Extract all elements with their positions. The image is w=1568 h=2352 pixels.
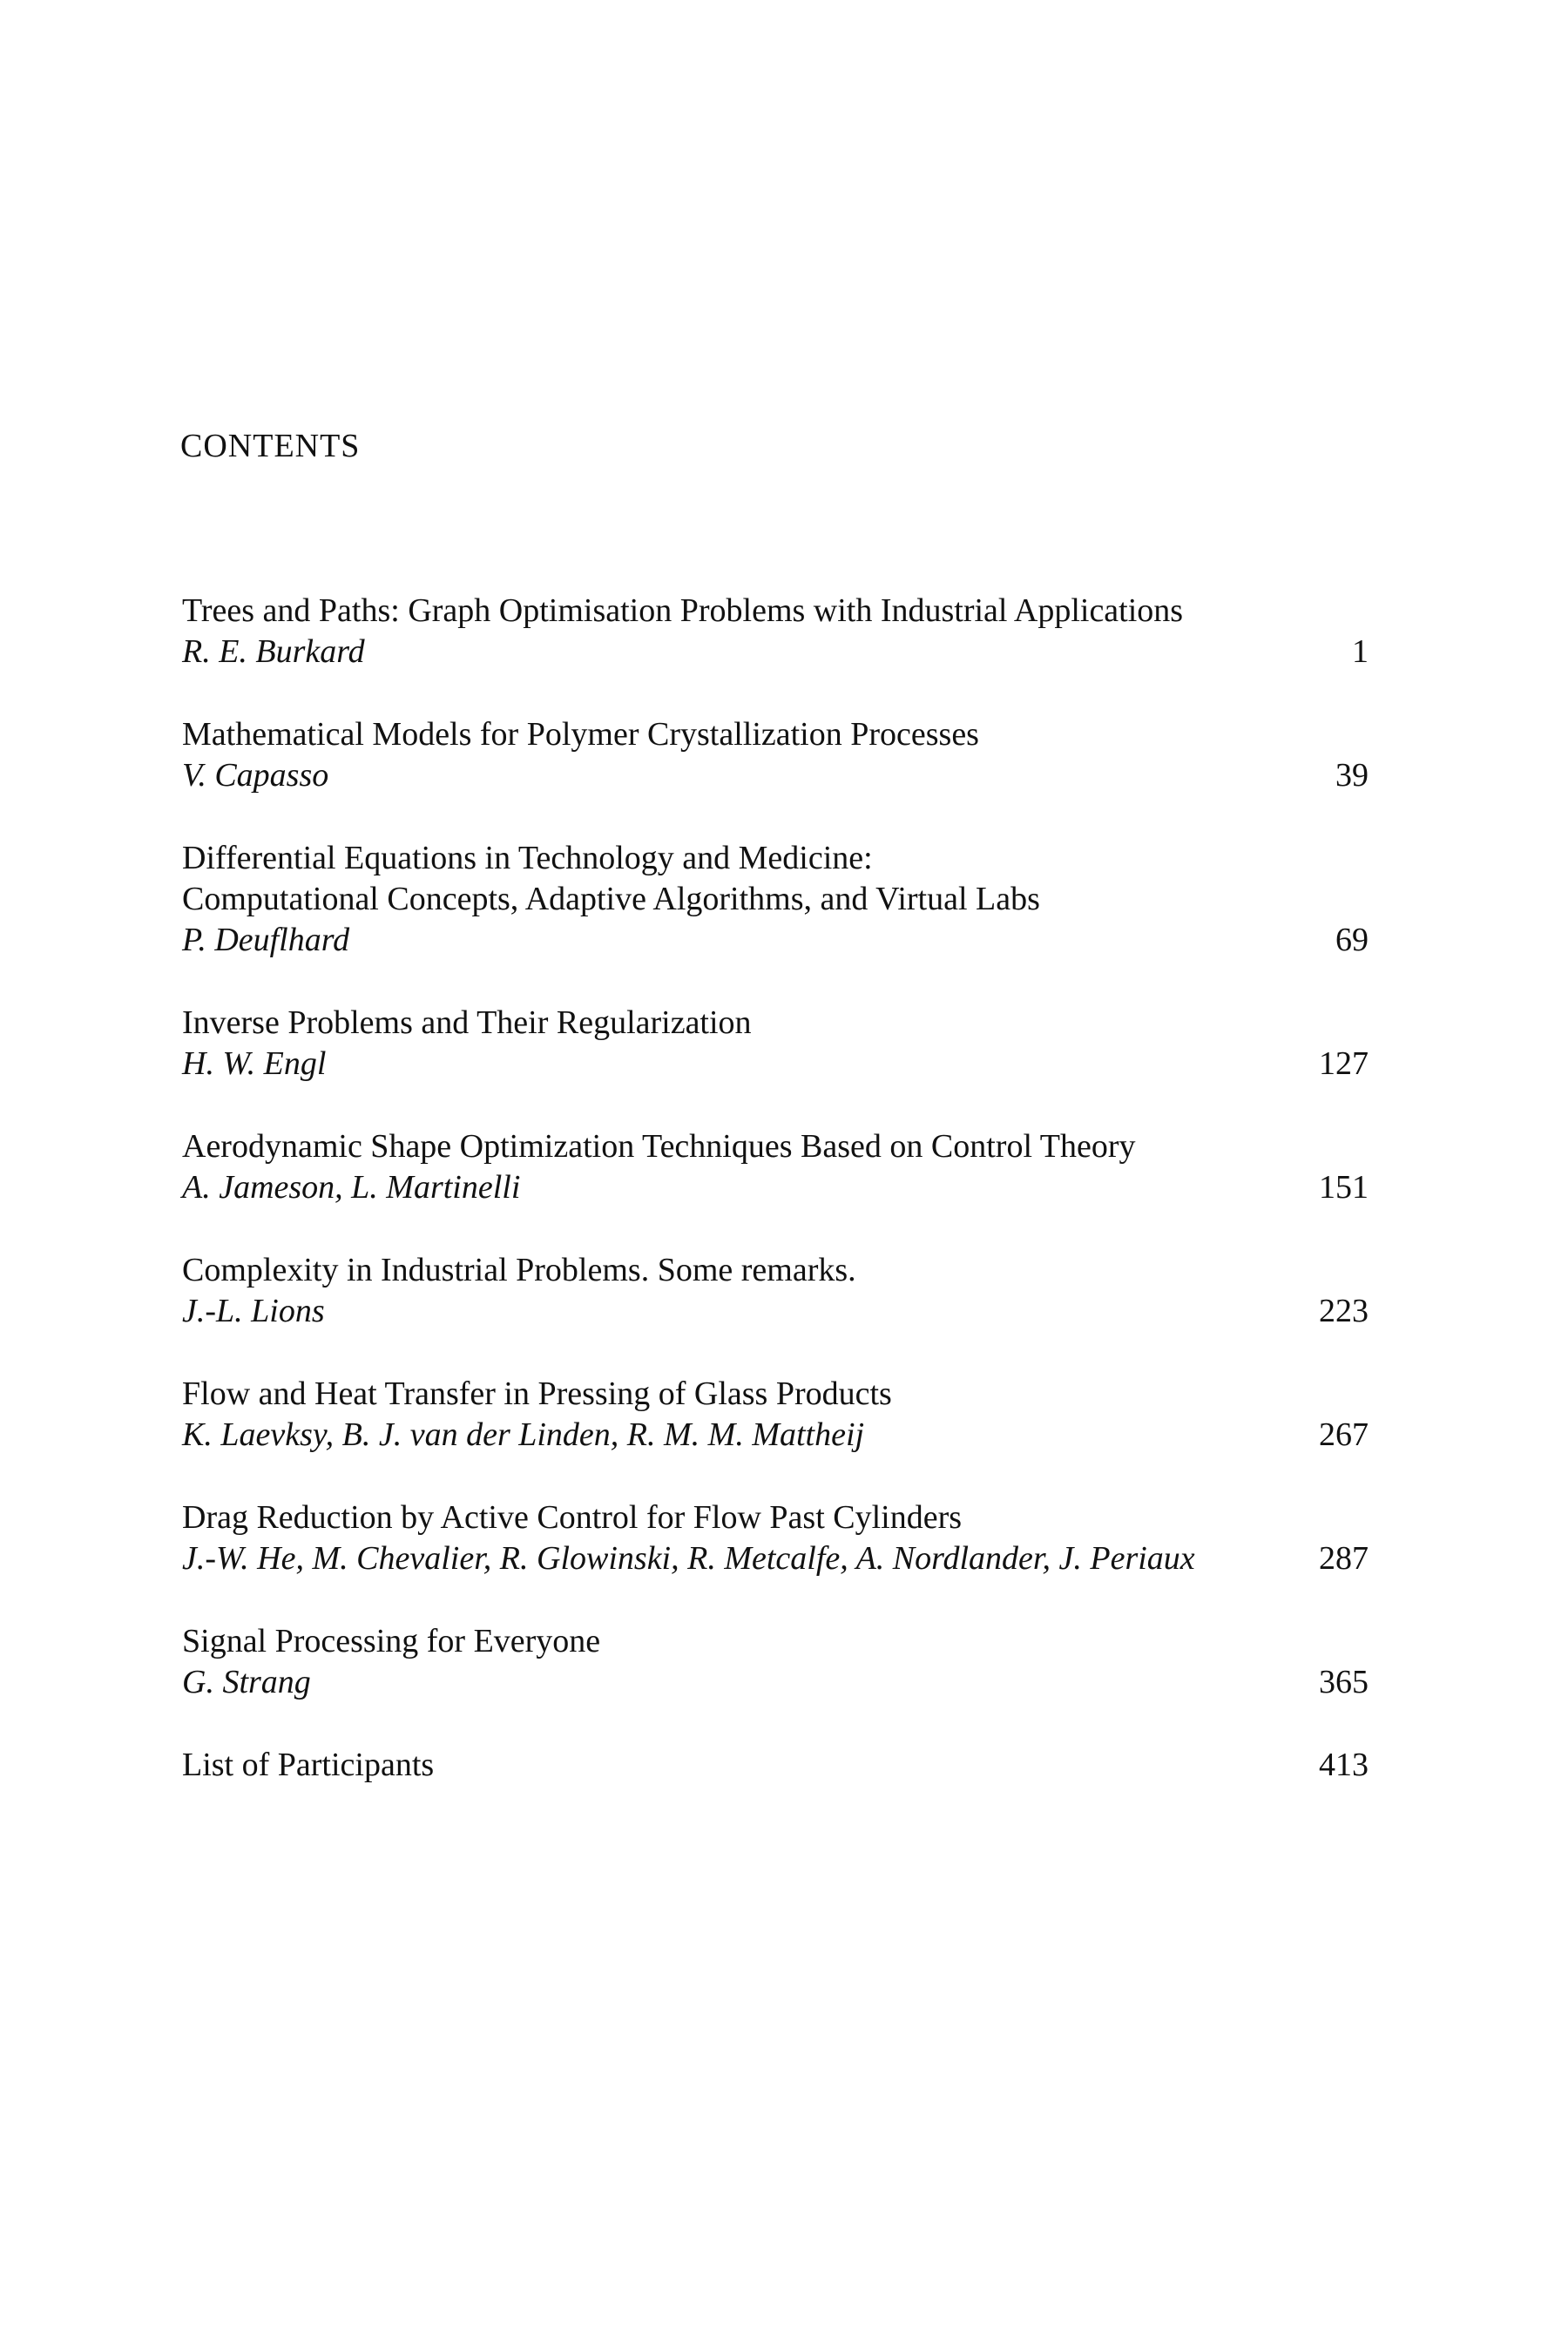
entry-authors: H. W. Engl — [182, 1045, 327, 1082]
entry-authors: G. Strang — [182, 1664, 311, 1700]
entry-authors: K. Laevksy, B. J. van der Linden, R. M. M. Mattheij — [182, 1416, 865, 1453]
entry-authors: J.-L. Lions — [182, 1293, 325, 1329]
entry-title: Differential Equations in Technology and Medicine: — [182, 840, 873, 876]
toc-entry — [182, 714, 1369, 796]
entry-authors: V. Capasso — [182, 757, 329, 794]
toc-entry — [182, 838, 1369, 961]
toc-entry-participants — [182, 1745, 1369, 1786]
entry-authors: J.-W. He, M. Chevalier, R. Glowinski, R. Metcalfe, A. Nordlander, J. Periaux — [182, 1540, 1195, 1577]
entry-authors: P. Deuflhard — [182, 922, 350, 958]
toc-entry — [182, 1374, 1369, 1456]
entry-page-number: 39 — [1335, 757, 1369, 794]
toc-entry — [182, 1497, 1369, 1579]
entry-title: Flow and Heat Transfer in Pressing of Glass Products — [182, 1375, 892, 1412]
entry-title: Aerodynamic Shape Optimization Techniques Based on Control Theory — [182, 1128, 1136, 1165]
entry-authors: A. Jameson, L. Martinelli — [182, 1169, 521, 1206]
entry-page-number: 1 — [1352, 633, 1369, 670]
entry-page-number: 223 — [1319, 1293, 1369, 1329]
entry-authors: R. E. Burkard — [182, 633, 365, 670]
toc-entry — [182, 591, 1369, 672]
entry-page-number: 267 — [1319, 1416, 1369, 1453]
entry-page-number: 413 — [1319, 1747, 1369, 1783]
table-of-contents — [182, 591, 1369, 1786]
toc-entry — [182, 1250, 1369, 1332]
entry-page-number: 287 — [1319, 1540, 1369, 1577]
entry-page-number: 69 — [1335, 922, 1369, 958]
entry-title: Inverse Problems and Their Regularization — [182, 1004, 752, 1041]
entry-title: Mathematical Models for Polymer Crystallization Processes — [182, 716, 979, 753]
entry-title: Trees and Paths: Graph Optimisation Problems with Industrial Applications — [182, 592, 1184, 629]
entry-title: Signal Processing for Everyone — [182, 1623, 601, 1659]
entry-title-continued: Computational Concepts, Adaptive Algorithms, and Virtual Labs — [182, 881, 1040, 917]
entry-page-number: 127 — [1319, 1045, 1369, 1082]
entry-title: Drag Reduction by Active Control for Flow Past Cylinders — [182, 1499, 963, 1536]
entry-title: List of Participants — [182, 1747, 435, 1783]
entry-page-number: 151 — [1319, 1169, 1369, 1206]
entry-title: Complexity in Industrial Problems. Some remarks. — [182, 1252, 856, 1288]
toc-entry — [182, 1126, 1369, 1208]
entry-page-number: 365 — [1319, 1664, 1369, 1700]
toc-entry — [182, 1003, 1369, 1085]
toc-entry — [182, 1621, 1369, 1703]
page-title: CONTENTS — [180, 428, 361, 464]
